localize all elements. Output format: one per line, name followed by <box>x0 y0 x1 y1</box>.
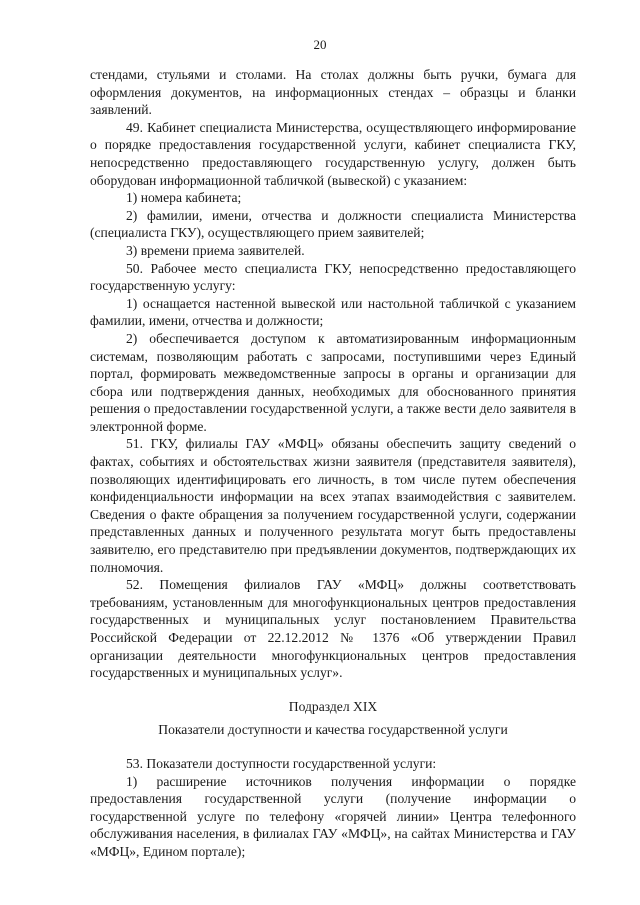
subsection-title: Показатели доступности и качества государственной услуги <box>158 722 508 738</box>
paragraph-53: 53. Показатели доступности государственной услуги: <box>126 755 437 771</box>
spacer <box>90 682 576 698</box>
paragraph-continuation: стендами, стульями и столами. На столах должны быть ручки, бумага для оформления документов, на информационных стендах – образцы и бланки заявлений. <box>90 67 576 118</box>
spacer <box>90 739 576 755</box>
paragraph-49-item-1: 1) номера кабинета; <box>126 190 242 206</box>
paragraph-53-item-1: 1) расширение источников получения информации о порядке предоставления государственной услуги (получение информации о государственной услуге по телефону «горячей линии» Центра телефонного обслуживания населения, в филиалах ГАУ «МФЦ», на сайтах Министерства и ГАУ «МФЦ», Едином портале); <box>90 773 576 859</box>
paragraph-49-item-3: 3) времени приема заявителей. <box>126 242 305 258</box>
paragraph-50-item-1: 1) оснащается настенной вывеской или настольной табличкой с указанием фамилии, имени, отчества и должности; <box>90 295 576 329</box>
paragraph-50-item-2: 2) обеспечивается доступом к автоматизированным информационным системам, позволяющим работать с запросами, поступившими через Единый портал, формировать межведомственные запросы в органы и организации для сбора или подтверждения данных, необходимых для обоснованного принятия решения о предоставлении государственной услуги, а также вести дело заявителя в электронной форме. <box>90 330 576 434</box>
paragraph-50: 50. Рабочее место специалиста ГКУ, непосредственно предоставляющего государственную услугу: <box>90 260 576 294</box>
paragraph-52: 52. Помещения филиалов ГАУ «МФЦ» должны соответствовать требованиям, установленным для многофункциональных центров предоставления государственных и муниципальных услуг постановлением Правительства Российской Федерации от 22.12.2012 № 1376 «Об утверждении Правил организации деятельности многофункциональных центров предоставления государственных и муниципальных услуг». <box>90 577 576 681</box>
page-number: 20 <box>313 37 327 52</box>
paragraph-49-item-2: 2) фамилии, имени, отчества и должности специалиста Министерства (специалиста ГКУ), осуществляющего прием заявителей; <box>90 207 576 241</box>
document-body <box>90 66 576 861</box>
paragraph-49: 49. Кабинет специалиста Министерства, осуществляющего информирование о порядке предоставления государственной услуги, кабинет специалиста ГКУ, непосредственно предоставляющего государственную услугу, должен быть оборудован информационной табличкой (вывеской) с указанием: <box>90 119 576 188</box>
paragraph-51: 51. ГКУ, филиалы ГАУ «МФЦ» обязаны обеспечить защиту сведений о фактах, событиях и обстоятельствах жизни заявителя (представителя заявителя), позволяющих идентифицировать его личность, в том числе путем обеспечения конфиденциальности информации на всех этапах взаимодействия с заявителем. Сведения о факте обращения за получением государственной услуги, содержании представленных данных и полученного результата могут быть предоставлены заявителю, его представителю при предъявлении документов, подтверждающих их полномочия. <box>90 436 576 575</box>
subsection-number: Подраздел XIX <box>288 698 378 714</box>
